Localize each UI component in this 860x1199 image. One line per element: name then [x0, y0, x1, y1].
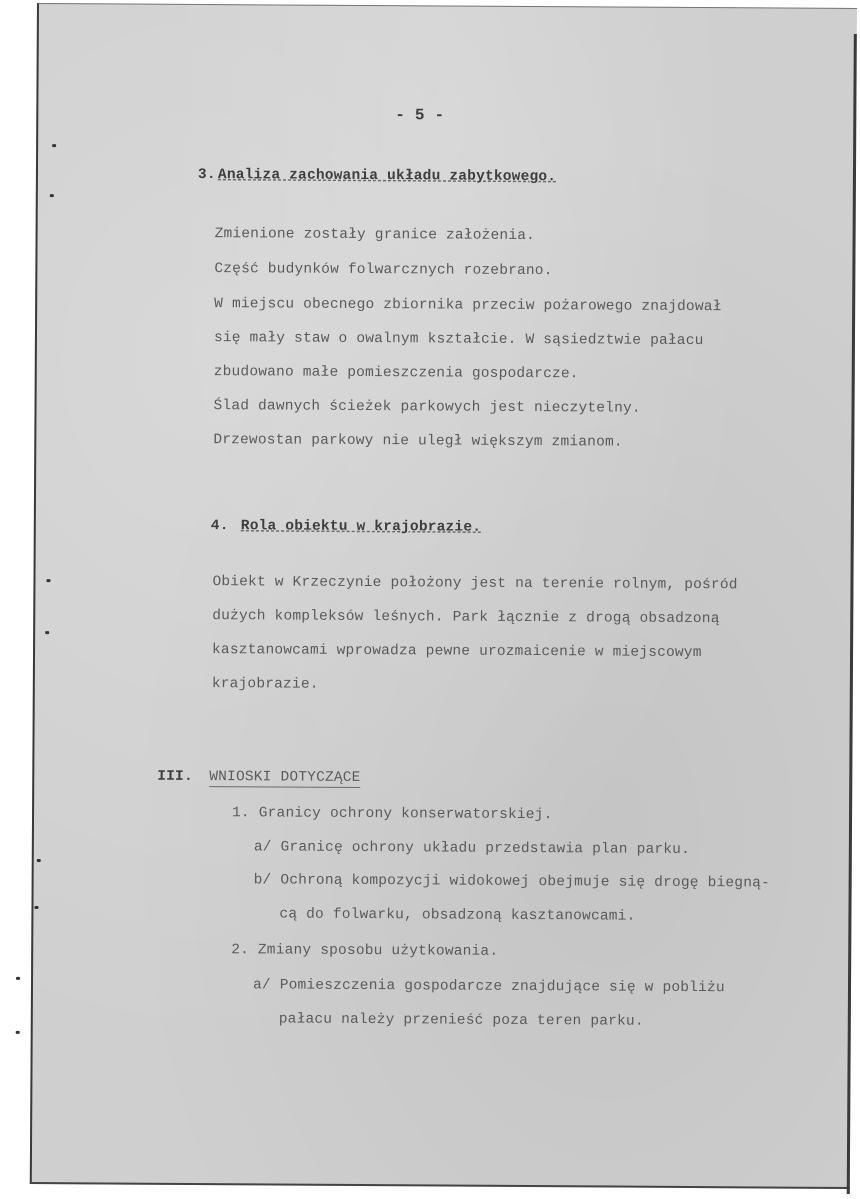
conclusion-subitem: a/ Pomieszczenia gospodarcze znajdujące się w pobliżu [252, 977, 725, 997]
conclusion-subitem: a/ Granicę ochrony układu przedstawia plan parku. [253, 839, 691, 859]
section-4-line: dużych kompleksów leśnych. Park łącznie z drogą obsadzoną [212, 608, 720, 628]
section-4-line: krajobrazie. [211, 676, 319, 693]
section-3-line: W miejscu obecnego zbiornika przeciw pożarowego znajdował [214, 296, 722, 316]
section-3-line: Drzewostan parkowy nie uległ większym zmianom. [213, 432, 623, 451]
margin-mark [45, 631, 49, 634]
section-4-line: kasztanowcami wprowadza pewne urozmaicenie w miejscowym [212, 642, 702, 662]
conclusion-item: 2. Zmiany sposobu użytkowania. [231, 942, 499, 960]
section-III-number: III. [157, 768, 193, 785]
conclusion-item: 1. Granicy ochrony konserwatorskiej. [232, 805, 553, 824]
section-3-line: Zmienione zostały granice założenia. [214, 226, 536, 245]
margin-mark [50, 194, 54, 197]
section-3-title: Analiza zachowania układu zabytkowego. [217, 167, 557, 186]
section-3-line: zbudowano małe pomieszczenia gospodarcze. [213, 364, 579, 383]
section-4-title: Rola obiektu w krajobrazie. [240, 518, 482, 536]
page-number: - 5 - [395, 106, 445, 125]
margin-mark [37, 859, 41, 862]
section-4-line: Obiekt w Krzeczynie położony jest na terenie rolnym, pośród [212, 574, 738, 594]
margin-mark [52, 144, 56, 147]
section-3-line: Ślad dawnych ścieżek parkowych jest nieczytelny. [213, 398, 641, 417]
section-3-number: 3. [197, 166, 216, 184]
margin-mark [16, 977, 20, 980]
conclusion-subitem: b/ Ochroną kompozycji widokowej obejmuje się drogę biegną- [253, 872, 770, 892]
section-4-number: 4. [210, 518, 229, 535]
margin-mark [46, 579, 50, 582]
document-page [30, 3, 857, 1189]
section-3-line: się mały staw o owalnym kształcie. W sąsiedztwie pałacu [213, 330, 704, 350]
page-edge [847, 34, 857, 1194]
conclusion-subitem: cą do folwarku, obsadzoną kasztanowcami. [279, 906, 636, 925]
section-3-line: Część budynków folwarcznych rozebrano. [214, 261, 553, 280]
margin-mark [34, 906, 38, 909]
conclusion-subitem: pałacu należy przenieść poza teren parku. [278, 1011, 644, 1030]
section-III-title: WNIOSKI DOTYCZĄCE [209, 769, 361, 786]
margin-mark [16, 1031, 20, 1034]
